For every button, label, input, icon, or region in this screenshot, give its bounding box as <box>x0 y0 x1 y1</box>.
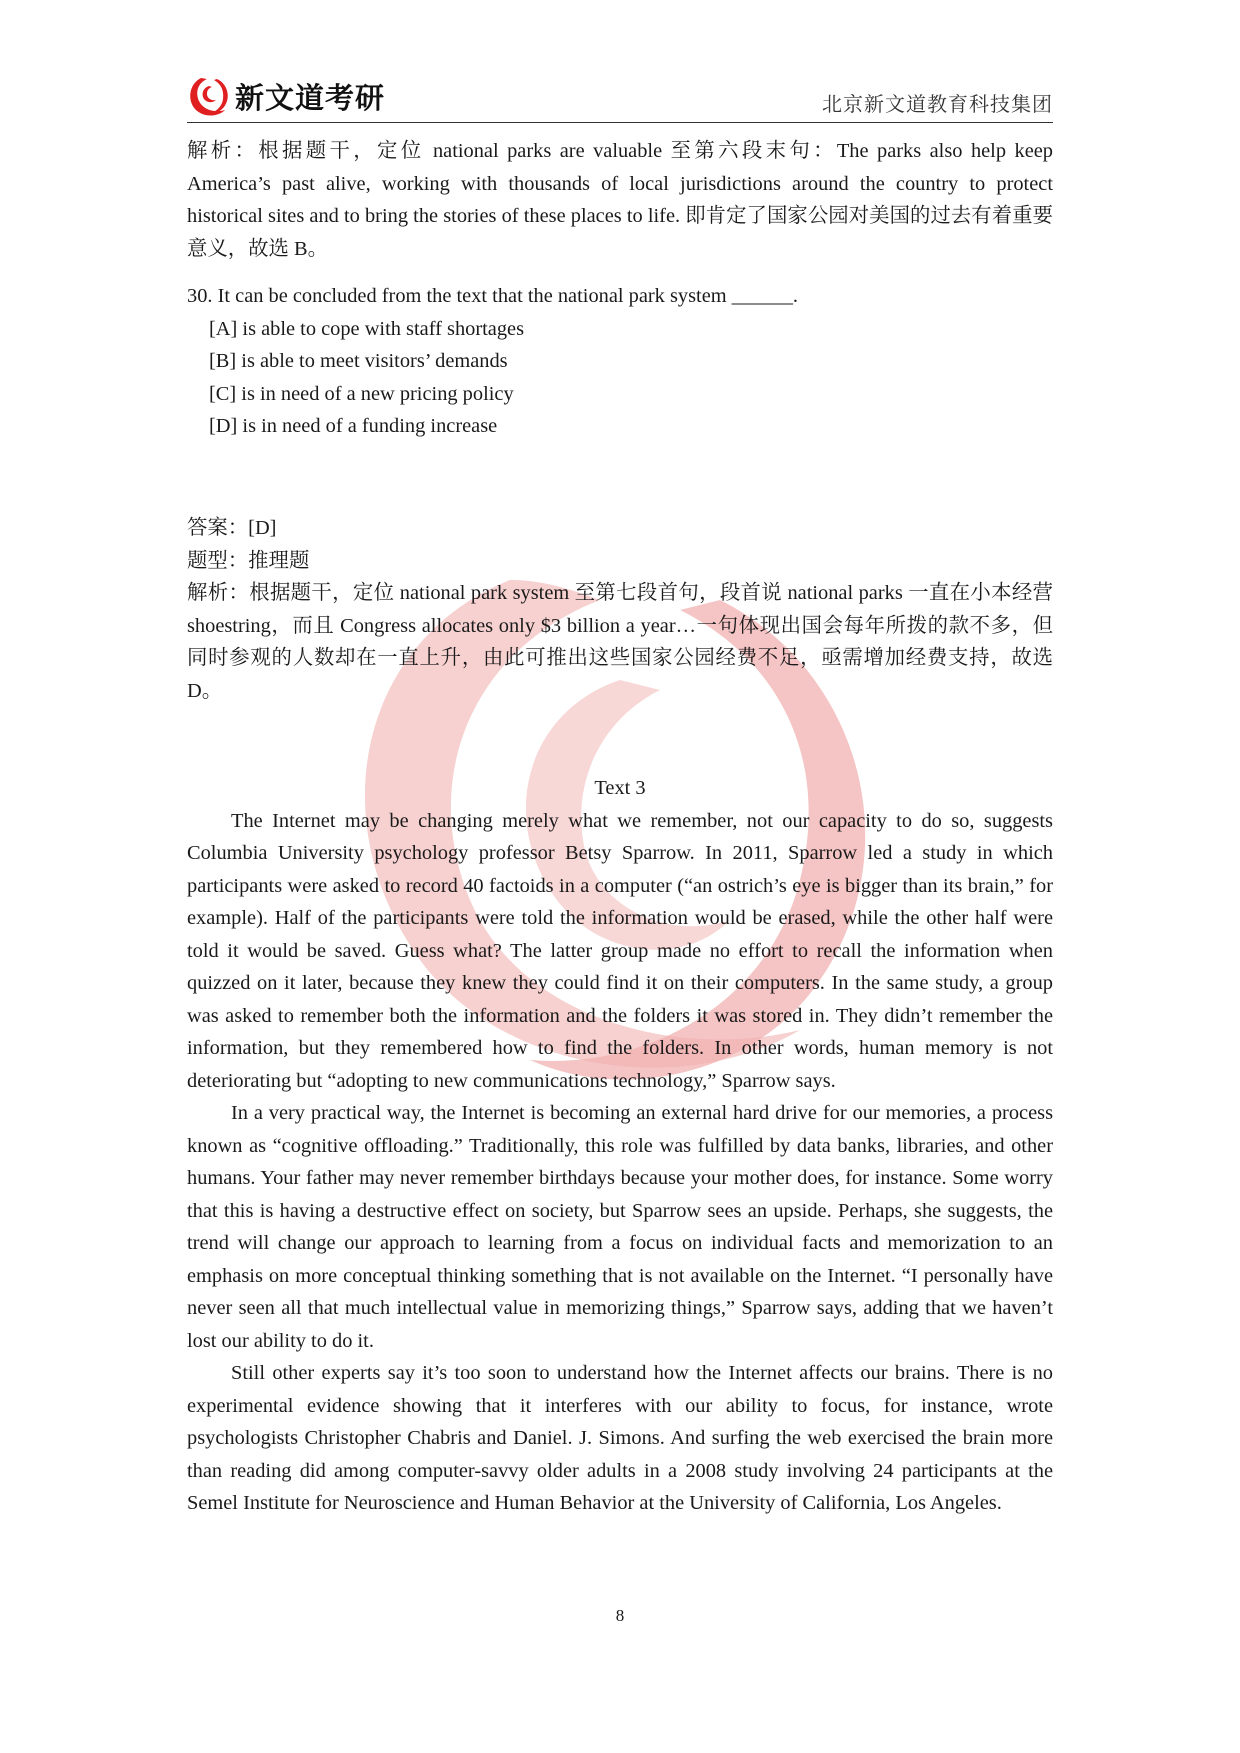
q30-type: 题型：推理题 <box>187 549 310 572</box>
q30-answer-section <box>187 512 1053 707</box>
q29-analysis-section <box>187 135 1053 265</box>
page-number: 8 <box>615 1606 625 1625</box>
text3-paragraph: The Internet may be changing merely what we remember, not our capacity to do so, suggests Columbia University psychology professor Betsy Sparrow. In 2011, Sparrow led a study in which participants were asked to record 40 factoids in a computer (“an ostrich’s eye is bigger than its brain,” for example). Half of the participants were told the information would be erased, while the other half were told it would be saved. Guess what? The latter group made no effort to recall the information when quizzed on it later, because they knew they could find it on their computers. In the same study, a group was asked to remember both the information and the folders it was stored in. They didn’t remember the information, but they remembered how to find the folders. In other words, human memory is not deteriorating but “adopting to new communications technology,” Sparrow says. <box>187 809 1053 1092</box>
page-header <box>187 70 1053 123</box>
q30-option-b: [B] is able to meet visitors’ demands <box>209 350 508 372</box>
text3-paragraph: Still other experts say it’s too soon to understand how the Internet affects our brains. There is no experimental evidence showing that it interferes with our ability to focus, for instance, wrote psychologists Christopher Chabris and Daniel. J. Simons. And surfing the web exercised the brain more than reading did among computer-savvy older adults in a 2008 study involving 24 participants at the Semel Institute for Neuroscience and Human Behavior at the University of California, Los Angeles. <box>187 1362 1053 1514</box>
q30-option-d: [D] is in need of a funding increase <box>209 415 498 437</box>
logo-text: 新文道考研 <box>235 80 386 115</box>
question-30 <box>187 280 1053 443</box>
q30-option-c: [C] is in need of a new pricing policy <box>209 382 514 405</box>
q30-answer: 答案：[D] <box>187 517 277 539</box>
text3-title: Text 3 <box>594 777 646 799</box>
logo-swoosh-icon <box>187 74 231 118</box>
text3-paragraph: In a very practical way, the Internet is becoming an external hard drive for our memories, a process known as “cognitive offloading.” Traditionally, this role was fulfilled by data banks, libraries, and other humans. Your father may never remember birthdays because your mother does, for instance. Some worry that this is having a destructive effect on society, but Sparrow sees an upside. Perhaps, she suggests, the trend will change our approach to learning from a focus on individual facts and memorization to an emphasis on more conceptual thinking something that is not available on the Internet. “I personally have never seen all that much intellectual value in memorizing things,” Sparrow says, adding that we haven’t lost our ability to do it. <box>187 1102 1053 1352</box>
q29-analysis: 解析：根据题干，定位 national parks are valuable 至第六段末句：The parks also help keep America’s past alive, working with thousands of local jurisdictions around the country to protect historical sites and to bring the stories of these places to life. 即肯定了国家公园对美国的过去有着重要意义，故选 B。 <box>187 140 1053 260</box>
text3-section <box>187 772 1053 1520</box>
q30-analysis: 解析：根据题干，定位 national park system 至第七段首句，段首说 national parks 一直在小本经营 shoestring，而且 Congress allocates only $3 billion a year…一句体现出国会每年所拨的款不多，但同时参观的人数却在一直上升，由此可推出这些国家公园经费不足，亟需增加经费支持，故选 D。 <box>187 582 1053 702</box>
q30-stem: 30. It can be concluded from the text that the national park system ______. <box>187 285 798 307</box>
logo <box>187 74 385 118</box>
company-name: 北京新文道教育科技集团 <box>822 92 1053 116</box>
q30-option-a: [A] is able to cope with staff shortages <box>209 317 525 340</box>
